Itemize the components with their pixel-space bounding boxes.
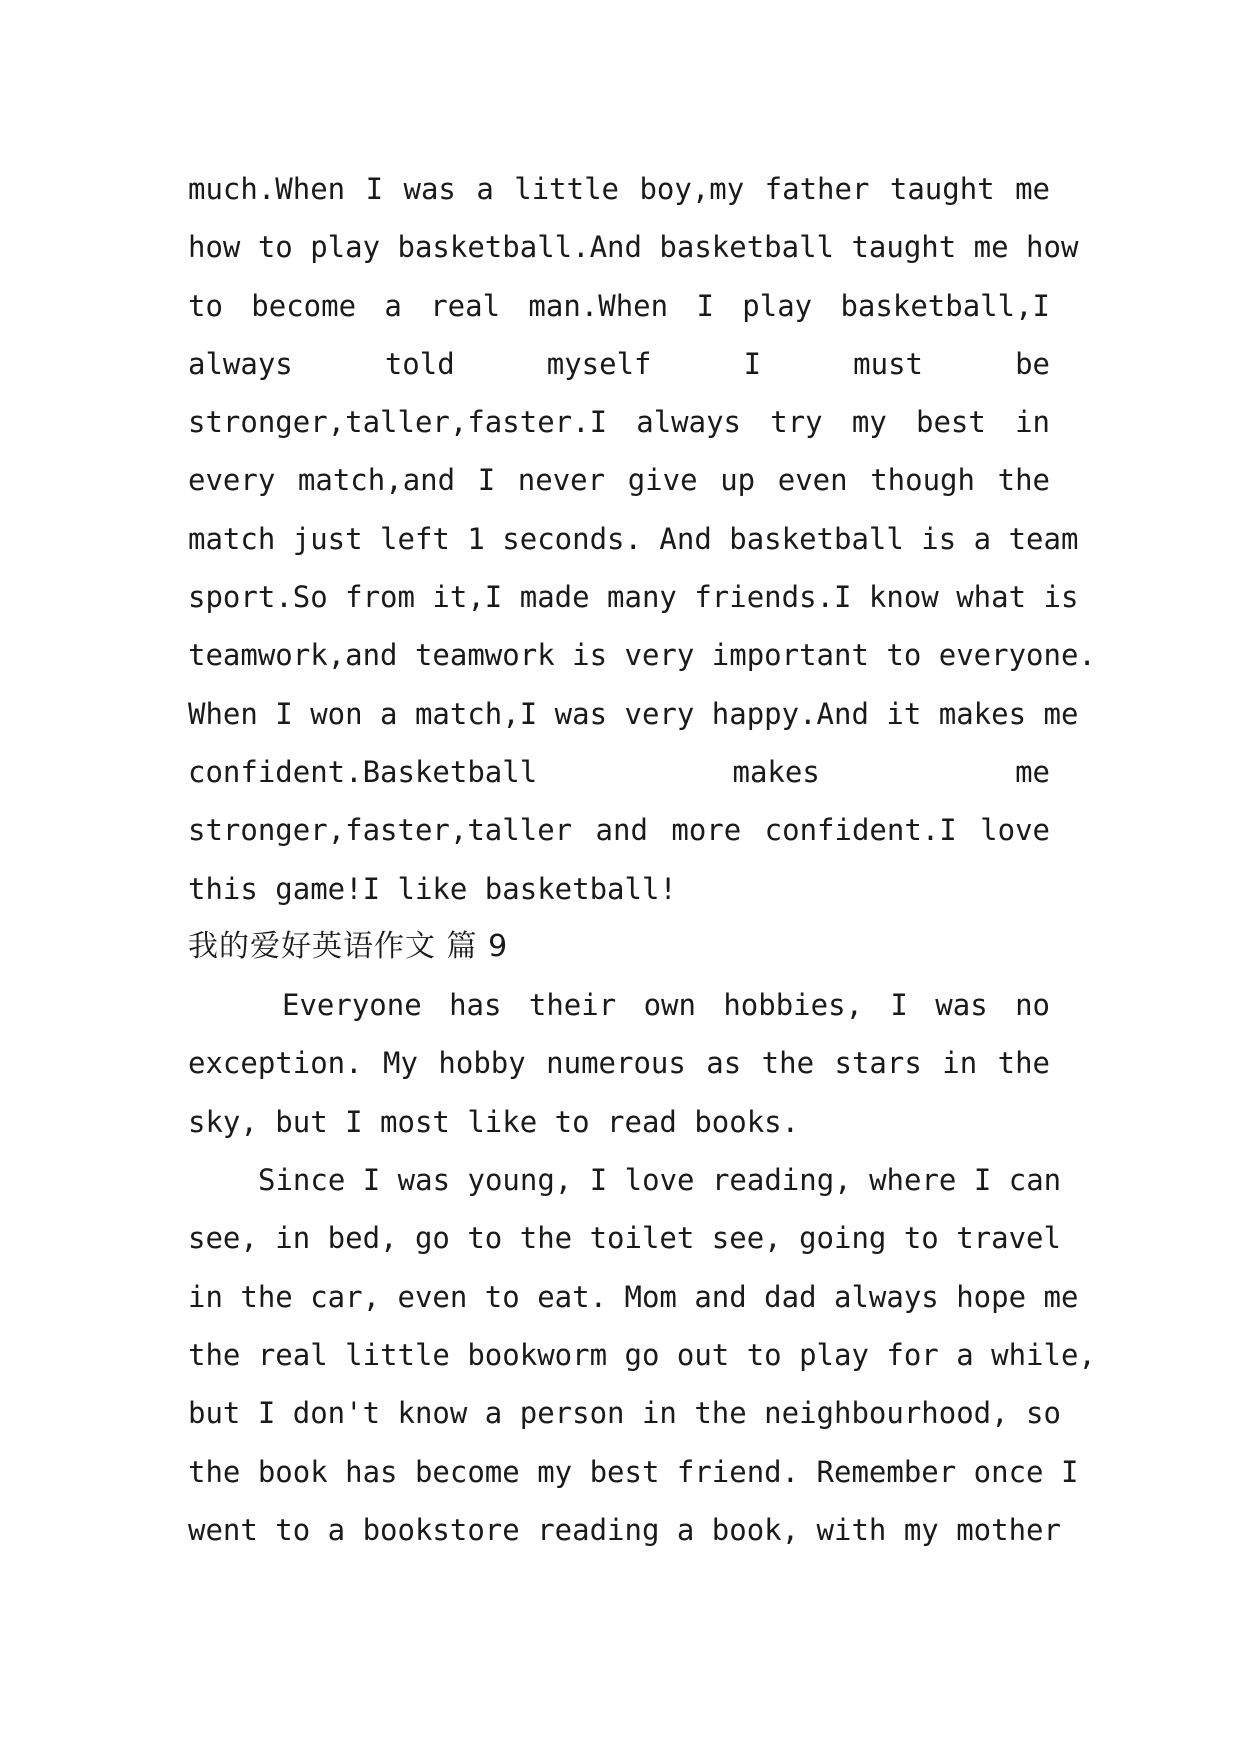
text-line: confident.Basketball makes me [188,754,1050,789]
essay-heading: 我的爱好英语作文 篇 9 [188,928,509,964]
text-line: the real little bookworm go out to play for a while, [188,1337,1096,1372]
text-line: stronger,taller,faster.I always try my best in [188,405,1050,440]
text-line: to become a real man.When I play basketball,I [188,288,1050,323]
text-line: always told myself I must be [188,346,1050,381]
text-line: much.When I was a little boy,my father taught me [188,172,1050,206]
text-line: sky, but I most like to read books. [188,1104,800,1139]
text-line: see, in bed, go to the toilet see, going to travel [188,1221,1061,1256]
text-line: sport.So from it,I made many friends.I know what is [188,580,1079,615]
text-line: every match,and I never give up even though the [188,463,1050,498]
text-line: this game!I like basketball! [188,871,677,906]
basketball-essay-section [188,160,1096,918]
document-body [188,160,1096,1559]
text-line: went to a bookstore reading a book, with my mother [188,1512,1061,1547]
reading-essay-paragraph-1 [188,976,1050,1151]
text-line: in the car, even to eat. Mom and dad always hope me [188,1279,1079,1314]
text-line: When I won a match,I was very happy.And it makes me [188,696,1079,731]
text-line: but I don't know a person in the neighbourhood, so [188,1396,1061,1431]
text-line: match just left 1 seconds. And basketball is a team [188,521,1079,556]
text-line: Since I was young, I love reading, where I can [258,1163,1062,1198]
text-line: the book has become my best friend. Remember once I [188,1454,1079,1489]
text-line: stronger,faster,taller and more confident.I love [188,813,1050,848]
text-line: Everyone has their own hobbies, I was no [282,988,1050,1023]
text-line: exception. My hobby numerous as the stars in the [188,1046,1050,1081]
text-line: teamwork,and teamwork is very important to everyone. [188,638,1096,673]
text-line: how to play basketball.And basketball taught me how [188,230,1079,265]
reading-essay-paragraph-2 [188,1151,1096,1559]
